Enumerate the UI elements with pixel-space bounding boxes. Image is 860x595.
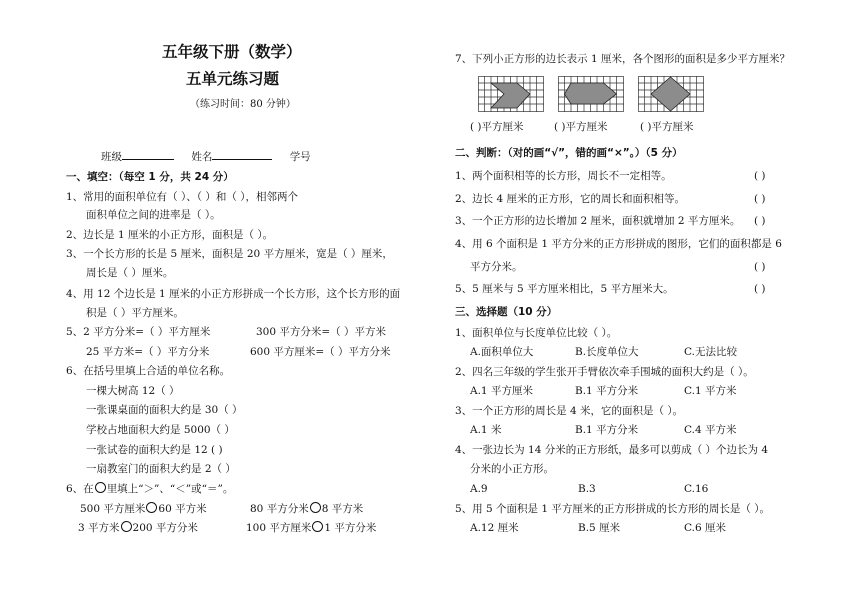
figure-1-grid [478, 76, 544, 112]
judge-2-paren[interactable]: ( ) [754, 193, 766, 205]
q1-6-compare [66, 482, 233, 496]
judge-3: 3、一个正方形的边长增加 2 厘米，面积就增加 2 平方厘米。 [455, 215, 741, 227]
compare-3 [78, 521, 198, 535]
choice-5: 5、用 5 个面积是 1 平方厘米的正方形拼成的长方形的周长是（ ）。 [455, 503, 770, 515]
compare-1-right: 60 平方米 [158, 503, 207, 515]
q1-2: 2、边长是 1 厘米的小正方形，面积是（ ）。 [66, 229, 274, 241]
q1-6-e: 一扇教室门的面积大约是 2（ ） [86, 463, 236, 475]
q1-6: 6、在括号里填上合适的单位名称。 [66, 365, 231, 377]
q1-6-b: 一张课桌面的面积大约是 30（ ） [86, 404, 243, 416]
section-1-heading: 一、填空：（每空 1 分，共 24 分） [66, 171, 234, 183]
compare-suffix: 里填上“＞”、“＜”或“＝”。 [106, 483, 234, 495]
page-subtitle: 五单元练习题 [186, 70, 280, 88]
choice-5-a[interactable]: A.12 厘米 [470, 522, 519, 534]
judge-2: 2、边长 4 厘米的正方形，它的周长和面积相等。 [455, 193, 686, 205]
choice-2-b[interactable]: B.1 平方分米 [575, 385, 639, 397]
compare-circle-2[interactable] [310, 502, 321, 513]
compare-circle-3[interactable] [121, 521, 132, 532]
q7: 7、下列小正方形的边长表示 1 厘米，各个图形的面积是多少平方厘米？ [455, 53, 791, 65]
time-note: （练习时间：80 分钟） [190, 99, 296, 110]
judge-1-paren[interactable]: ( ) [754, 170, 766, 182]
q1-5-b: 300 平方分米=（ ）平方米 [256, 326, 387, 338]
class-label: 班级 [101, 151, 122, 163]
compare-1 [80, 502, 207, 516]
choice-2-a[interactable]: A.1 平方厘米 [470, 385, 533, 397]
q1-3-line2: 周长是（ ）厘米。 [86, 267, 174, 279]
choice-1-b[interactable]: B.长度单位大 [575, 346, 639, 358]
choice-3-a[interactable]: A.1 米 [470, 424, 502, 436]
q7-answer-3: ( )平方厘米 [640, 121, 694, 133]
diamond-shape [651, 77, 690, 111]
compare-circle-1[interactable] [146, 502, 157, 513]
judge-5: 5、5 厘米与 5 平方厘米相比，5 平方厘米大。 [455, 283, 674, 295]
circle-icon [95, 482, 106, 493]
student-info-line [101, 148, 311, 164]
compare-2-right: 8 平方米 [321, 503, 364, 515]
choice-4-c[interactable]: C.16 [684, 483, 709, 495]
q1-5-c: 25 平方米=（ ）平方分米 [86, 346, 210, 358]
q1-6-c: 学校占地面积大约是 5000（ ） [86, 424, 235, 436]
choice-1: 1、面积单位与长度单位比较（ ）。 [455, 327, 618, 339]
page-title: 五年级下册（数学） [162, 43, 302, 61]
choice-4-b[interactable]: B.3 [578, 483, 596, 495]
choice-3: 3、一个正方形的周长是 4 米，它的面积是（ ）。 [455, 405, 684, 417]
choice-5-c[interactable]: C.6 厘米 [684, 522, 727, 534]
compare-2 [250, 502, 363, 516]
compare-2-left: 80 平方分米 [250, 503, 309, 515]
compare-3-right: 200 平方分米 [132, 522, 198, 534]
q1-1-line1: 1、常用的面积单位有（ ）、（ ）和（ ），相邻两个 [66, 191, 298, 203]
judge-1: 1、两个面积相等的长方形，周长不一定相等。 [455, 170, 672, 182]
compare-4 [246, 521, 376, 535]
q1-5-d: 600 平方厘米=（ ）平方分米 [250, 346, 391, 358]
q1-4-line1: 4、用 12 个边长是 1 厘米的小正方形拼成一个长方形，这个长方形的面 [66, 288, 401, 300]
judge-3-paren[interactable]: ( ) [754, 215, 766, 227]
judge-5-paren[interactable]: ( ) [754, 283, 766, 295]
choice-4-line2: 分米的小正方形。 [470, 463, 554, 475]
choice-4-a[interactable]: A.9 [470, 483, 488, 495]
choice-4-line1: 4、一张边长为 14 分米的正方形纸，最多可以剪成（ ）个边长为 4 [455, 444, 769, 456]
compare-4-right: 1 平方分米 [324, 522, 377, 534]
judge-4-line1: 4、用 6 个面积是 1 平方分米的正方形拼成的图形，它们的面积都是 6 [455, 238, 782, 250]
choice-3-b[interactable]: B.1 平方分米 [575, 424, 639, 436]
choice-1-a[interactable]: A.面积单位大 [470, 346, 534, 358]
hexagon-shape [565, 83, 617, 104]
judge-4-paren[interactable]: ( ) [754, 261, 766, 273]
compare-prefix: 6、在 [66, 483, 94, 495]
compare-circle-4[interactable] [312, 521, 323, 532]
choice-2: 2、四名三年级的学生张开手臂依次牵手围城的面积大约是（ ）。 [455, 366, 754, 378]
q1-4-line2: 积是（ ）平方厘米。 [86, 307, 184, 319]
figure-3-grid [638, 76, 704, 112]
q7-answer-2: ( )平方厘米 [554, 121, 608, 133]
choice-5-b[interactable]: B.5 厘米 [578, 522, 621, 534]
compare-1-left: 500 平方厘米 [80, 503, 146, 515]
choice-3-c[interactable]: C.4 平方米 [684, 424, 737, 436]
section-2-heading: 二、判断：（对的画“√”，错的画“×”。）（5 分） [455, 147, 683, 159]
q1-6-d: 一张试卷的面积大约是 12 ( ) [86, 444, 223, 456]
name-label: 姓名 [191, 151, 213, 163]
choice-1-c[interactable]: C.无法比较 [684, 346, 737, 358]
q1-3-line1: 3、一个长方形的长是 5 厘米，面积是 20 平方厘米，宽是（ ）厘米， [66, 248, 393, 260]
q1-1-line2: 面积单位之间的进率是（ ）。 [86, 209, 221, 221]
name-blank[interactable] [212, 148, 272, 160]
q1-6-a: 一棵大树高 12（ ） [86, 385, 180, 397]
q1-5-a: 5、2 平方分米=（ ）平方厘米 [66, 326, 211, 338]
choice-2-c[interactable]: C.1 平方米 [684, 385, 737, 397]
figure-2-grid [558, 76, 624, 112]
class-blank[interactable] [122, 148, 174, 160]
compare-4-left: 100 平方厘米 [246, 522, 312, 534]
compare-3-left: 3 平方米 [78, 522, 120, 534]
section-3-heading: 三、选择题（10 分） [455, 306, 558, 318]
q7-answer-1: ( )平方厘米 [470, 121, 524, 133]
id-label: 学号 [289, 151, 311, 163]
judge-4-line2: 平方分米。 [470, 261, 523, 273]
